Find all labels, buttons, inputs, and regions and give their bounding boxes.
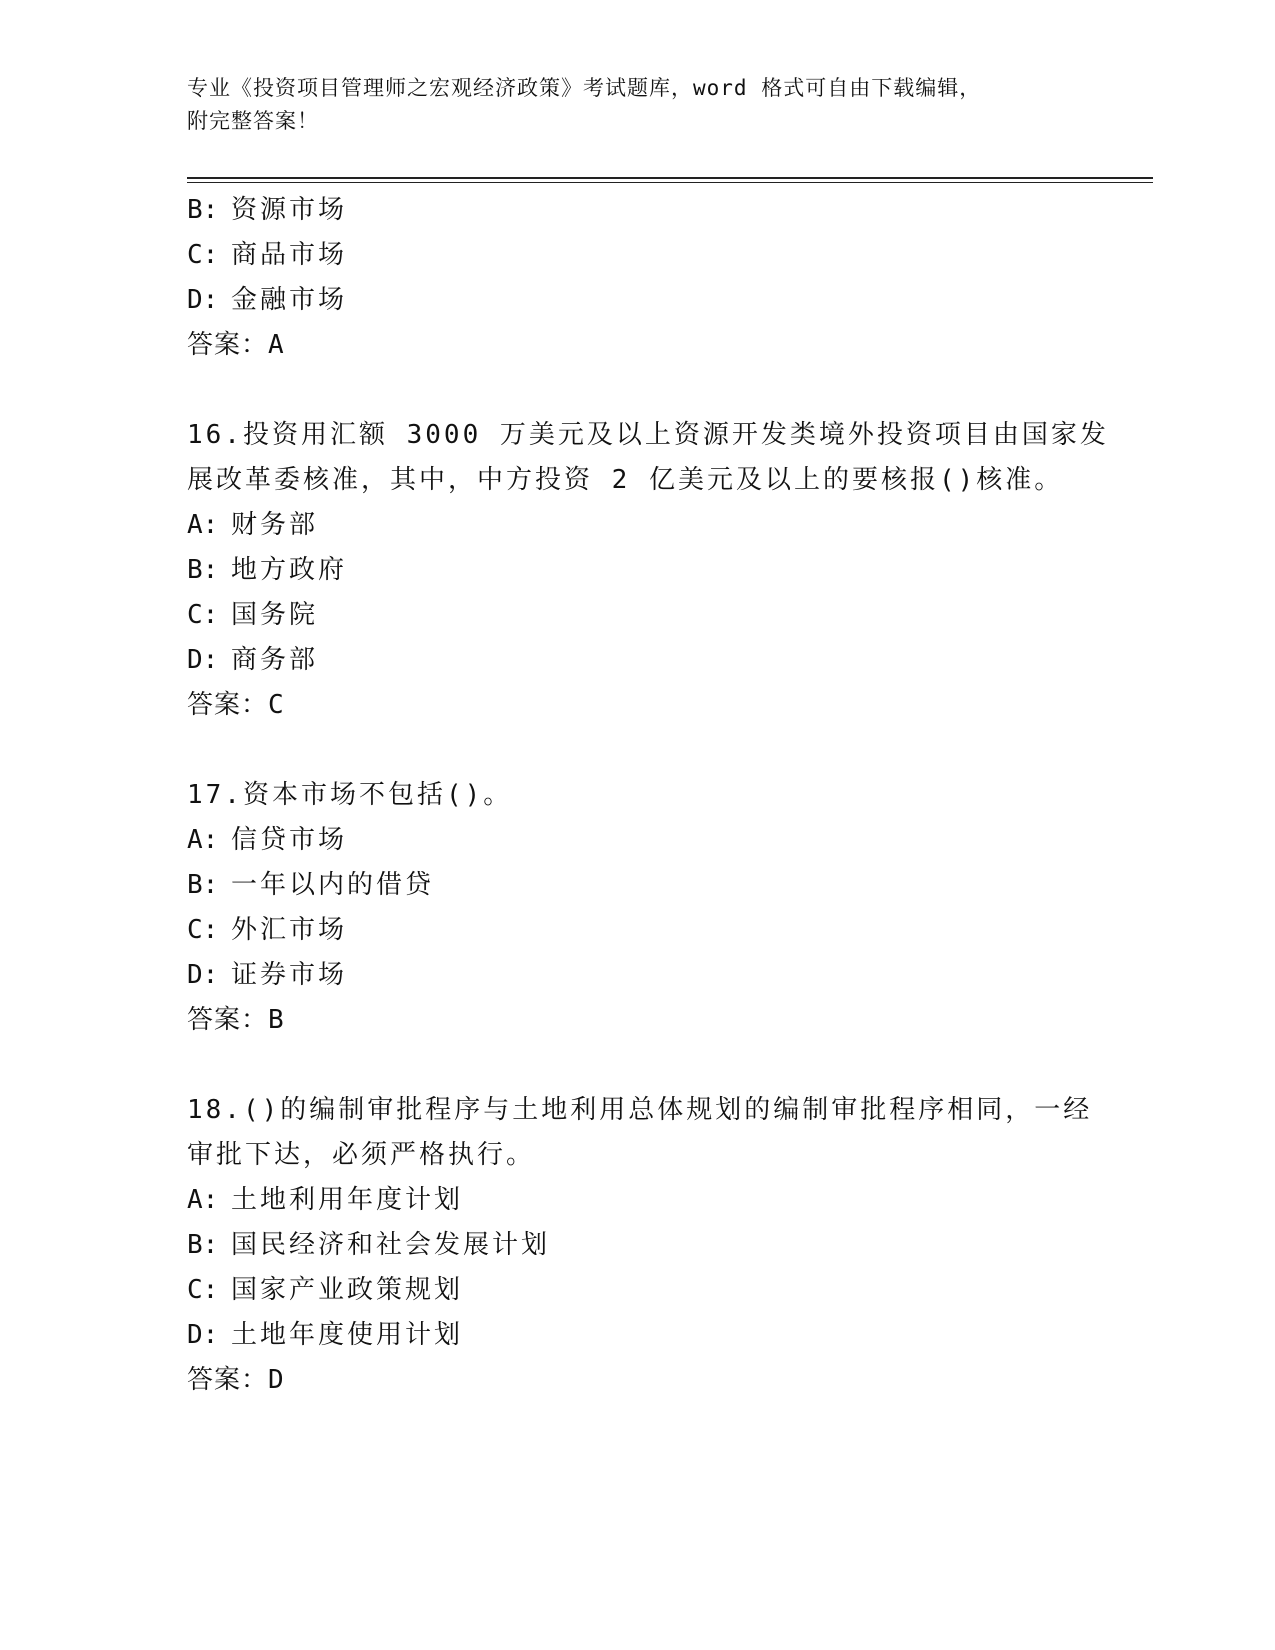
option-c: C: 商品市场	[187, 240, 348, 270]
option-b: B: 资源市场	[187, 195, 348, 225]
option-a: A: 土地利用年度计划	[187, 1185, 464, 1215]
option-b: B: 一年以内的借贷	[187, 870, 435, 900]
question-stem-line: 展改革委核准，其中，中方投资 2 亿美元及以上的要核报()核准。	[187, 465, 1064, 495]
header-line-1: 专业《投资项目管理师之宏观经济政策》考试题库，word 格式可自由下载编辑，	[187, 76, 982, 100]
option-d: D: 证券市场	[187, 960, 348, 990]
option-c: C: 外汇市场	[187, 915, 348, 945]
answer-line: 答案：D	[187, 1365, 286, 1395]
header-divider-thin	[187, 182, 1153, 183]
answer-line: 答案：C	[187, 690, 286, 720]
answer-line: 答案：A	[187, 330, 286, 360]
document-header	[187, 72, 1087, 138]
option-b: B: 地方政府	[187, 555, 348, 585]
header-divider	[187, 177, 1153, 179]
answer-line: 答案：B	[187, 1005, 286, 1035]
option-a: A: 财务部	[187, 510, 319, 540]
header-line-2: 附完整答案！	[187, 109, 319, 133]
question-stem-line: 16.投资用汇额 3000 万美元及以上资源开发类境外投资项目由国家发	[187, 420, 1109, 450]
option-a: A: 信贷市场	[187, 825, 348, 855]
option-b: B: 国民经济和社会发展计划	[187, 1230, 551, 1260]
question-stem-line: 审批下达，必须严格执行。	[187, 1140, 536, 1170]
question-stem-line: 18.()的编制审批程序与土地利用总体规划的编制审批程序相同，一经	[187, 1095, 1093, 1125]
question-stem-line: 17.资本市场不包括()。	[187, 780, 513, 810]
option-c: C: 国家产业政策规划	[187, 1275, 464, 1305]
option-d: D: 商务部	[187, 645, 319, 675]
option-c: C: 国务院	[187, 600, 319, 630]
option-d: D: 金融市场	[187, 285, 348, 315]
option-d: D: 土地年度使用计划	[187, 1320, 464, 1350]
